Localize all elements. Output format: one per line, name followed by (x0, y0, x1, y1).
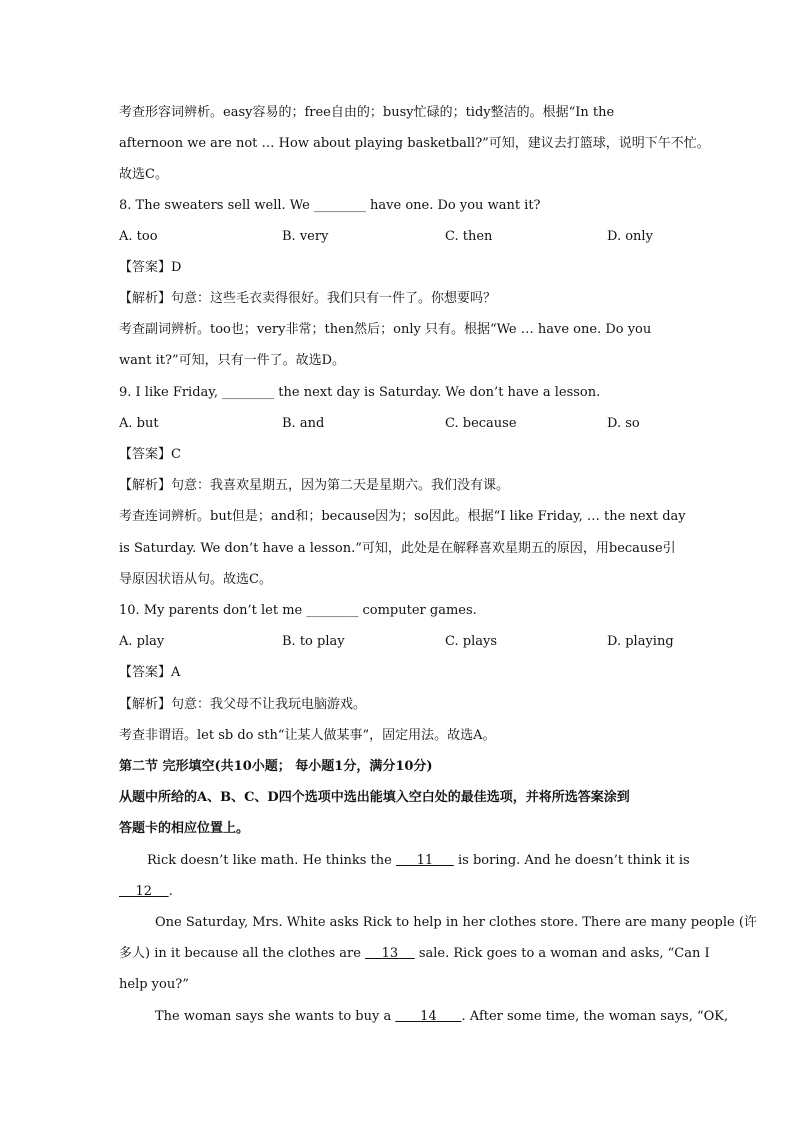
blank-11: 11 (416, 853, 434, 868)
passage-line: 多人) in it because all the clothes are 13 sale. Rick goes to a woman and asks, “Can I (119, 946, 710, 961)
passage-text: Rick doesn’t like math. He thinks the (147, 853, 396, 868)
section-title: 第二节 完形填空(共10小题； 每小题1分，满分10分) (119, 759, 433, 774)
q9-option-a: A. but (119, 416, 159, 431)
explanation-line: 故选C。 (119, 167, 168, 182)
section-instruction: 从题中所给的A、B、C、D四个选项中选出能填入空白处的最佳选项，并将所选答案涂到 (119, 790, 630, 805)
q9-option-b: B. and (282, 416, 325, 431)
explanation-line: afternoon we are not … How about playing basketball?”可知，建议去打篮球，说明下午不忙。 (119, 136, 710, 151)
explanation-line: 考查形容词辨析。easy容易的；free自由的；busy忙碌的；tidy整洁的。根据“In the (119, 105, 615, 120)
q9-explanation: is Saturday. We don’t have a lesson.”可知，此处是在解释喜欢星期五的原因，用because引 (119, 541, 676, 556)
passage-line: One Saturday, Mrs. White asks Rick to help in her clothes store. There are many people (许 (155, 915, 757, 930)
q8-option-d: D. only (607, 229, 653, 244)
q9-option-c: C. because (445, 416, 517, 431)
blank-12: 12 (135, 884, 153, 899)
q9-option-d: D. so (607, 416, 640, 431)
q9-explanation: 导原因状语从句。故选C。 (119, 572, 272, 587)
q8-option-b: B. very (282, 229, 329, 244)
q10-option-c: C. plays (445, 634, 497, 649)
question-9-stem: 9. I like Friday, ________ the next day is Saturday. We don’t have a lesson. (119, 385, 601, 400)
question-8-stem: 8. The sweaters sell well. We ________ have one. Do you want it? (119, 198, 541, 213)
q9-explanation: 考查连词辨析。but但是；and和；because因为；so因此。根据“I like Friday, … the next day (119, 509, 686, 524)
passage-line (147, 853, 690, 869)
passage-line: The woman says she wants to buy a 14 . After some time, the woman says, “OK, (155, 1009, 729, 1024)
blank-13: 13 (381, 946, 399, 961)
q8-explanation: want it?”可知，只有一件了。故选D。 (119, 353, 346, 368)
q10-option-d: D. playing (607, 634, 674, 649)
passage-text: is boring. And he doesn’t think it is (453, 853, 690, 868)
q8-option-a: A. too (119, 229, 158, 244)
q8-option-c: C. then (445, 229, 493, 244)
q8-explanation: 考查副词辨析。too也；very非常；then然后；only 只有。根据“We … have one. Do you (119, 322, 652, 337)
q9-analysis: 【解析】句意：我喜欢星期五，因为第二天是星期六。我们没有课。 (119, 478, 510, 493)
passage-line: help you?” (119, 977, 189, 992)
q10-explanation: 考查非谓语。let sb do sth“让某人做某事”，固定用法。故选A。 (119, 728, 496, 743)
q10-option-a: A. play (119, 634, 165, 649)
passage-line: 12 . (119, 884, 679, 900)
q10-analysis: 【解析】句意：我父母不让我玩电脑游戏。 (119, 697, 367, 712)
section-instruction: 答题卡的相应位置上。 (119, 821, 250, 836)
blank-14: 14 (420, 1009, 437, 1024)
q8-analysis: 【解析】句意：这些毛衣卖得很好。我们只有一件了。你想要吗？ (119, 291, 497, 306)
q10-option-b: B. to play (282, 634, 345, 649)
q10-answer: 【答案】A (119, 665, 181, 680)
q8-answer: 【答案】D (119, 260, 182, 275)
q9-answer: 【答案】C (119, 447, 181, 462)
question-10-stem: 10. My parents don’t let me ________ computer games. (119, 603, 477, 618)
